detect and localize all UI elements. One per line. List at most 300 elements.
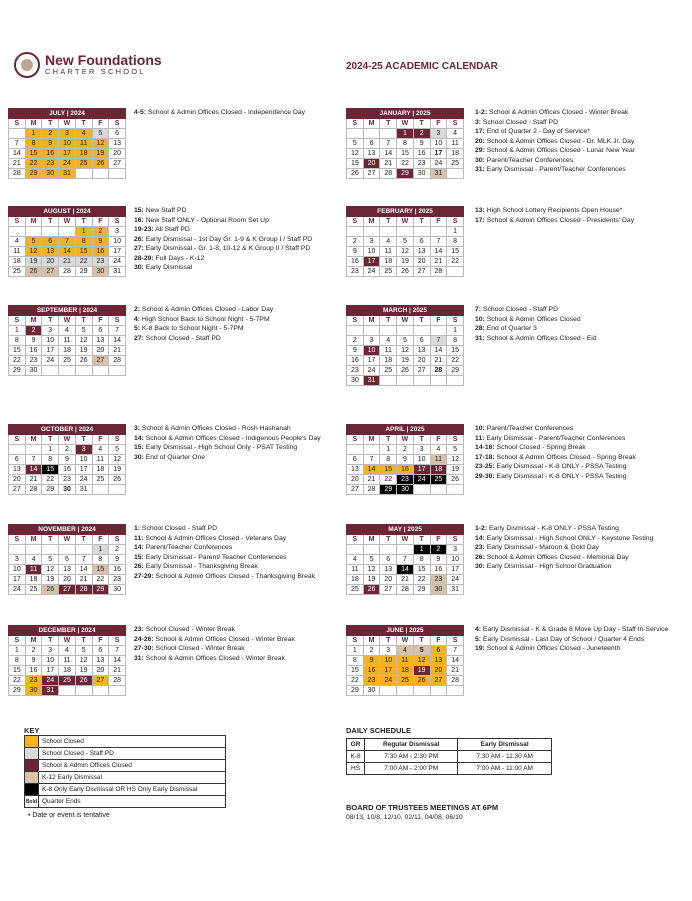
calendar-day: 4: [9, 237, 26, 247]
empty-day: [347, 545, 364, 555]
empty-day: [92, 686, 109, 696]
calendar-day: 18: [380, 257, 397, 267]
calendar-day: 15: [25, 149, 42, 159]
calendar-day: 11: [9, 247, 26, 257]
event-note: 15: Early Dismissal - Parent/ Teacher Conferences: [134, 553, 287, 561]
event-note: 27-30: School Closed - Winter Break: [134, 645, 245, 652]
calendar-day: 29: [92, 585, 109, 595]
calendar-day: 19: [447, 465, 464, 475]
calendar-day: 29: [42, 485, 59, 495]
calendar-day: 24: [447, 575, 464, 585]
month-notes: [475, 108, 685, 175]
weekday-header: M: [25, 316, 42, 326]
calendar-day: 1: [380, 445, 397, 455]
weekday-header: M: [363, 435, 380, 445]
calendar-day: 9: [363, 656, 380, 666]
calendar-day: 6: [109, 129, 126, 139]
calendar-day: 17: [447, 565, 464, 575]
empty-day: [347, 326, 364, 336]
calendar-day: 14: [380, 149, 397, 159]
weekday-header: M: [363, 217, 380, 227]
month-notes: [475, 424, 685, 481]
event-note: 26: School & Admin Offices Closed - Memorial Day: [475, 553, 629, 561]
calendar-day: 19: [397, 257, 414, 267]
event-note: 1-2: School & Admin Offices Closed - Winter Break: [475, 109, 629, 116]
month-notes: [134, 108, 344, 118]
schedule-cell: 7:30 AM - 11:30 AM: [458, 751, 552, 763]
calendar-day: 27: [380, 585, 397, 595]
calendar-day: 10: [447, 555, 464, 565]
calendar-day: 17: [363, 257, 380, 267]
calendar-day: 11: [447, 139, 464, 149]
calendar-day: 14: [59, 247, 76, 257]
weekday-header: F: [430, 316, 447, 326]
month-title: APRIL | 2025: [347, 425, 464, 435]
calendar-day: 8: [413, 555, 430, 565]
event-note: 10: Parent/Teacher Conferences: [475, 425, 574, 432]
board-meetings-title: BOARD OF TRUSTEES MEETINGS AT 6PM: [346, 803, 499, 812]
calendar-day: 25: [380, 267, 397, 277]
weekday-header: S: [347, 119, 364, 129]
empty-day: [380, 545, 397, 555]
calendar-day: 27: [92, 676, 109, 686]
calendar-day: 20: [92, 666, 109, 676]
calendar-day: 8: [9, 656, 26, 666]
calendar-day: 11: [430, 455, 447, 465]
empty-day: [92, 366, 109, 376]
empty-day: [109, 485, 126, 495]
calendar-day: 28: [430, 366, 447, 376]
calendar-day: 2: [59, 445, 76, 455]
calendar-day: 31: [109, 267, 126, 277]
key-swatch: [25, 748, 39, 760]
calendar-day: 14: [9, 149, 26, 159]
calendar-day: 18: [447, 149, 464, 159]
weekday-header: W: [59, 636, 76, 646]
weekday-header: M: [363, 535, 380, 545]
calendar-day: 7: [363, 455, 380, 465]
calendar-day: 13: [413, 247, 430, 257]
calendar-day: 11: [397, 656, 414, 666]
calendar-day: 20: [413, 356, 430, 366]
event-note: 15: Early Dismissal - High School Only - PSAT Testing: [134, 444, 298, 451]
calendar-day: 8: [347, 656, 364, 666]
month-title: MAY | 2025: [347, 525, 464, 535]
key-swatch: [25, 772, 39, 784]
event-note: 29-30: Early Dismissal - K-8 ONLY - PSSA Testing: [475, 472, 627, 480]
calendar-day: 31: [42, 686, 59, 696]
calendar-day: 18: [347, 575, 364, 585]
event-note: 4: High School Back to School Night - 5-7PM: [134, 315, 270, 323]
month-calendar: [8, 206, 126, 277]
calendar-day: 23: [413, 159, 430, 169]
calendar-day: 12: [397, 346, 414, 356]
calendar-day: 15: [447, 247, 464, 257]
page-title: 2024-25 ACADEMIC CALENDAR: [346, 61, 498, 72]
calendar-day: 1: [413, 545, 430, 555]
empty-day: [430, 686, 447, 696]
calendar-day: 6: [430, 646, 447, 656]
calendar-day: 12: [109, 455, 126, 465]
calendar-day: 22: [92, 575, 109, 585]
weekday-header: S: [9, 119, 26, 129]
empty-day: [397, 545, 414, 555]
calendar-day: 27: [413, 366, 430, 376]
calendar-day: 21: [397, 575, 414, 585]
calendar-day: 23: [397, 475, 414, 485]
weekday-header: W: [397, 636, 414, 646]
empty-day: [413, 326, 430, 336]
calendar-day: 16: [42, 149, 59, 159]
empty-day: [397, 227, 414, 237]
weekday-header: S: [347, 435, 364, 445]
calendar-day: 22: [25, 159, 42, 169]
calendar-day: 28: [109, 676, 126, 686]
calendar-day: 20: [430, 666, 447, 676]
calendar-day: 6: [92, 326, 109, 336]
calendar-day: 17: [42, 346, 59, 356]
calendar-day: 8: [9, 336, 26, 346]
event-note: 1-2: Early Dismissal - K-8 ONLY - PSSA Testing: [475, 525, 619, 532]
calendar-day: 22: [380, 475, 397, 485]
calendar-day: 5: [109, 445, 126, 455]
calendar-day: 12: [75, 336, 92, 346]
calendar-day: 1: [447, 326, 464, 336]
calendar-day: 18: [92, 465, 109, 475]
key-legend: [24, 735, 226, 808]
calendar-day: 10: [363, 346, 380, 356]
calendar-day: 4: [447, 129, 464, 139]
month-calendar: [346, 424, 464, 495]
event-note: 31: Early Dismissal - Parent/Teacher Conferences: [475, 166, 626, 173]
calendar-day: 11: [380, 346, 397, 356]
schedule-cell: HS: [347, 763, 365, 775]
month-title: JULY | 2024: [9, 109, 126, 119]
calendar-day: 26: [397, 267, 414, 277]
calendar-day: 18: [380, 356, 397, 366]
weekday-header: F: [92, 119, 109, 129]
weekday-header: S: [447, 535, 464, 545]
calendar-day: 9: [25, 336, 42, 346]
calendar-day: 10: [42, 336, 59, 346]
calendar-day: 17: [109, 247, 126, 257]
month-title: SEPTEMBER | 2024: [9, 306, 126, 316]
calendar-day: 9: [397, 455, 414, 465]
weekday-header: S: [447, 119, 464, 129]
month-calendar: [8, 625, 126, 696]
calendar-day: 13: [42, 247, 59, 257]
calendar-day: 17: [380, 666, 397, 676]
calendar-day: 12: [42, 565, 59, 575]
empty-day: [413, 485, 430, 495]
calendar-day: 14: [430, 247, 447, 257]
empty-day: [9, 227, 26, 237]
calendar-day: 18: [9, 257, 26, 267]
calendar-day: 5: [42, 555, 59, 565]
calendar-day: 6: [413, 336, 430, 346]
calendar-day: 9: [59, 455, 76, 465]
calendar-day: 23: [59, 475, 76, 485]
weekday-header: S: [109, 217, 126, 227]
weekday-header: W: [59, 119, 76, 129]
calendar-day: 18: [397, 666, 414, 676]
calendar-day: 19: [347, 159, 364, 169]
weekday-header: T: [42, 217, 59, 227]
month-notes: [475, 524, 685, 572]
weekday-header: S: [447, 636, 464, 646]
calendar-day: 20: [347, 475, 364, 485]
calendar-day: 22: [397, 159, 414, 169]
empty-day: [347, 227, 364, 237]
calendar-day: 25: [59, 676, 76, 686]
weekday-header: M: [363, 636, 380, 646]
calendar-day: 22: [42, 475, 59, 485]
calendar-day: 24: [42, 356, 59, 366]
empty-day: [363, 545, 380, 555]
weekday-header: S: [109, 535, 126, 545]
calendar-day: 4: [59, 646, 76, 656]
calendar-day: 5: [347, 139, 364, 149]
calendar-day: 28: [363, 485, 380, 495]
calendar-day: 12: [447, 455, 464, 465]
weekday-header: S: [447, 435, 464, 445]
empty-day: [92, 485, 109, 495]
calendar-day: 3: [59, 129, 76, 139]
empty-day: [447, 376, 464, 386]
calendar-day: 1: [9, 646, 26, 656]
schedule-cell: 7:00 AM - 11:00 AM: [458, 763, 552, 775]
empty-day: [109, 366, 126, 376]
calendar-day: 12: [75, 656, 92, 666]
weekday-header: T: [75, 435, 92, 445]
calendar-day: 26: [109, 475, 126, 485]
calendar-day: 8: [447, 237, 464, 247]
schedule-cell: K-8: [347, 751, 365, 763]
weekday-header: T: [413, 217, 430, 227]
calendar-day: 11: [347, 565, 364, 575]
calendar-day: 4: [380, 237, 397, 247]
weekday-header: T: [380, 217, 397, 227]
weekday-header: T: [413, 435, 430, 445]
weekday-header: S: [9, 217, 26, 227]
calendar-day: 5: [447, 445, 464, 455]
calendar-day: 14: [447, 656, 464, 666]
weekday-header: T: [42, 316, 59, 326]
daily-schedule-table: [346, 738, 552, 775]
calendar-day: 10: [380, 656, 397, 666]
weekday-header: T: [75, 535, 92, 545]
calendar-day: 15: [75, 247, 92, 257]
key-swatch: [25, 736, 39, 748]
calendar-day: 9: [347, 247, 364, 257]
event-note: 11: School & Admin Offices Closed - Veterans Day: [134, 534, 287, 542]
calendar-day: 10: [42, 656, 59, 666]
calendar-day: 28: [25, 485, 42, 495]
calendar-day: 1: [9, 326, 26, 336]
weekday-header: T: [42, 435, 59, 445]
event-note: 31: School & Admin Offices Closed - Eid: [475, 334, 597, 342]
calendar-day: 8: [75, 237, 92, 247]
calendar-day: 22: [9, 676, 26, 686]
calendar-day: 3: [380, 646, 397, 656]
calendar-day: 21: [363, 475, 380, 485]
calendar-day: 25: [380, 366, 397, 376]
event-note: 10: School & Admin Offices Closed: [475, 315, 581, 323]
calendar-day: 5: [75, 646, 92, 656]
month-notes: [134, 524, 344, 581]
calendar-day: 26: [42, 585, 59, 595]
calendar-day: 4: [75, 129, 92, 139]
key-label: K-12 Early Dismissal: [39, 772, 226, 784]
empty-day: [430, 376, 447, 386]
empty-day: [413, 686, 430, 696]
calendar-day: 5: [413, 646, 430, 656]
calendar-day: 17: [430, 149, 447, 159]
calendar-day: 24: [59, 159, 76, 169]
empty-day: [25, 545, 42, 555]
calendar-day: 26: [397, 366, 414, 376]
calendar-day: 11: [92, 455, 109, 465]
empty-day: [9, 545, 26, 555]
calendar-day: 23: [363, 676, 380, 686]
calendar-day: 11: [75, 139, 92, 149]
calendar-day: 23: [347, 267, 364, 277]
empty-day: [25, 227, 42, 237]
calendar-day: 22: [347, 676, 364, 686]
calendar-day: 9: [92, 237, 109, 247]
calendar-day: 30: [59, 485, 76, 495]
event-note: 27-29: School & Admin Offices Closed - Thanksgiving Break: [134, 572, 316, 580]
calendar-day: 24: [42, 676, 59, 686]
month-notes: [475, 206, 685, 225]
weekday-header: T: [380, 435, 397, 445]
calendar-day: 7: [75, 555, 92, 565]
calendar-day: 30: [92, 267, 109, 277]
event-note: 24-26: School & Admin Offices Closed - Winter Break: [134, 635, 295, 643]
calendar-day: 25: [92, 475, 109, 485]
weekday-header: T: [42, 636, 59, 646]
calendar-day: 17: [75, 465, 92, 475]
weekday-header: T: [75, 119, 92, 129]
event-note: 5: K-8 Back to School Night - 5-7PM: [134, 325, 244, 332]
calendar-day: 7: [447, 646, 464, 656]
weekday-header: T: [413, 636, 430, 646]
calendar-day: 8: [447, 336, 464, 346]
weekday-header: S: [109, 636, 126, 646]
calendar-day: 2: [42, 129, 59, 139]
calendar-day: 31: [430, 169, 447, 179]
empty-day: [380, 227, 397, 237]
event-note: 14-16: School Closed - Spring Break: [475, 444, 586, 451]
weekday-header: T: [380, 535, 397, 545]
event-note: 14: Early Dismissal - High School ONLY - Keystone Testing: [475, 534, 654, 542]
calendar-day: 3: [447, 545, 464, 555]
weekday-header: T: [413, 119, 430, 129]
month-title: NOVEMBER | 2024: [9, 525, 126, 535]
empty-day: [363, 227, 380, 237]
calendar-day: 29: [25, 169, 42, 179]
weekday-header: T: [42, 119, 59, 129]
empty-day: [42, 227, 59, 237]
calendar-day: 27: [92, 356, 109, 366]
key-swatch: [25, 784, 39, 796]
calendar-day: 29: [380, 485, 397, 495]
weekday-header: M: [25, 535, 42, 545]
calendar-day: 17: [363, 356, 380, 366]
calendar-day: 9: [42, 139, 59, 149]
event-note: 31: School & Admin Offices Closed - Winter Break: [134, 654, 285, 662]
weekday-header: M: [25, 217, 42, 227]
tree-logo-icon: [14, 52, 40, 78]
calendar-day: 3: [9, 555, 26, 565]
calendar-day: 24: [9, 585, 26, 595]
calendar-day: 7: [430, 336, 447, 346]
calendar-day: 7: [397, 555, 414, 565]
empty-day: [9, 445, 26, 455]
empty-day: [430, 326, 447, 336]
calendar-day: 28: [75, 585, 92, 595]
school-logo: [14, 52, 162, 78]
weekday-header: S: [347, 535, 364, 545]
empty-day: [447, 485, 464, 495]
calendar-day: 20: [380, 575, 397, 585]
calendar-day: 20: [413, 257, 430, 267]
calendar-day: 28: [447, 676, 464, 686]
calendar-day: 30: [430, 585, 447, 595]
calendar-day: 29: [397, 169, 414, 179]
weekday-header: S: [347, 316, 364, 326]
calendar-day: 16: [397, 465, 414, 475]
calendar-day: 8: [92, 555, 109, 565]
event-note: 17-18: School & Admin Offices Closed - Spring Break: [475, 453, 636, 461]
calendar-day: 24: [413, 475, 430, 485]
calendar-day: 22: [447, 257, 464, 267]
calendar-day: 3: [42, 326, 59, 336]
calendar-day: 2: [25, 646, 42, 656]
calendar-day: 6: [380, 555, 397, 565]
calendar-day: 25: [347, 585, 364, 595]
calendar-day: 28: [9, 169, 26, 179]
empty-day: [92, 169, 109, 179]
empty-day: [109, 686, 126, 696]
empty-day: [363, 129, 380, 139]
calendar-day: 16: [109, 565, 126, 575]
event-note: 20: School & Admin Offices Closed - Dr. MLK Jr. Day: [475, 137, 635, 145]
event-note: 5: Early Dismissal - Last Day of School / Quarter 4 Ends: [475, 635, 645, 643]
empty-day: [397, 326, 414, 336]
event-note: 23: School Closed - Winter Break: [134, 626, 235, 633]
month-calendar: [8, 108, 126, 179]
empty-day: [75, 686, 92, 696]
calendar-day: 14: [75, 565, 92, 575]
event-note: 17: End of Quarter 2 - Day of Service*: [475, 128, 590, 135]
calendar-day: 1: [397, 129, 414, 139]
calendar-day: 13: [347, 465, 364, 475]
calendar-day: 28: [380, 169, 397, 179]
calendar-day: 13: [92, 336, 109, 346]
calendar-day: 24: [109, 257, 126, 267]
key-label: School Closed - Staff PD: [39, 748, 226, 760]
weekday-header: S: [347, 636, 364, 646]
weekday-header: F: [430, 535, 447, 545]
weekday-header: F: [92, 636, 109, 646]
calendar-day: 3: [75, 445, 92, 455]
calendar-day: 13: [9, 465, 26, 475]
calendar-day: 19: [42, 575, 59, 585]
empty-day: [25, 445, 42, 455]
calendar-day: 13: [430, 656, 447, 666]
calendar-day: 30: [347, 376, 364, 386]
